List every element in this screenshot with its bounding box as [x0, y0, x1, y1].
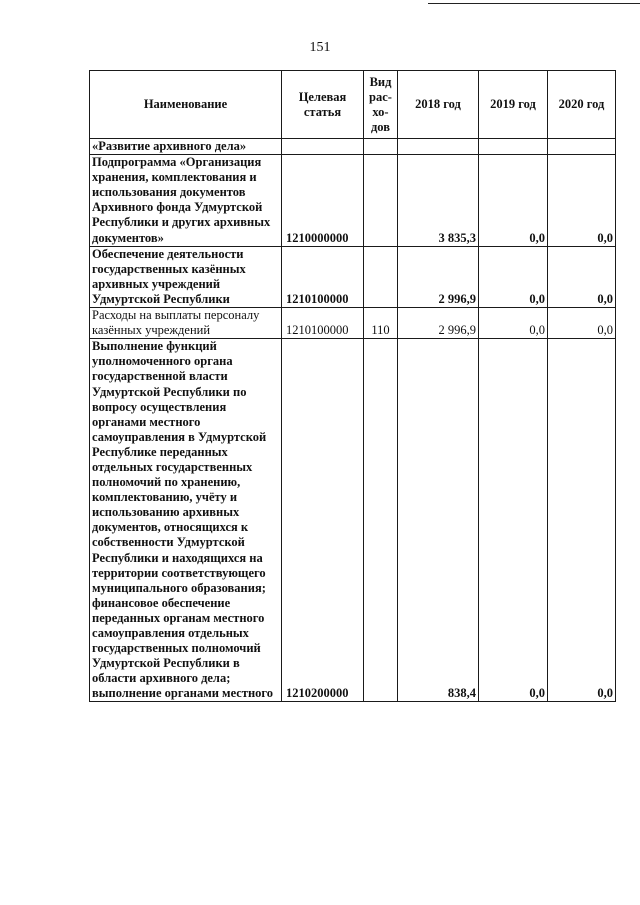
header-type: Вид рас-хо-дов — [364, 71, 398, 139]
row-2018 — [398, 139, 479, 155]
row-2018: 3 835,3 — [398, 155, 479, 247]
top-rule — [428, 3, 640, 4]
row-code — [282, 139, 364, 155]
row-2020: 0,0 — [548, 155, 616, 247]
row-2020: 0,0 — [548, 246, 616, 307]
row-code: 1210000000 — [282, 155, 364, 247]
row-2019: 0,0 — [479, 155, 548, 247]
row-2018: 838,4 — [398, 339, 479, 702]
row-2020: 0,0 — [548, 339, 616, 702]
row-type — [364, 339, 398, 702]
row-2019 — [479, 139, 548, 155]
table-row — [90, 139, 616, 155]
header-name: Наименование — [90, 71, 282, 139]
header-2020: 2020 год — [548, 71, 616, 139]
row-name: Выполнение функций уполномоченного органа государственной власти Удмуртской Республики по вопросу осуществления органами местного самоуправления в Удмуртской Республике переданных отдельных государственных полномочий по хранению, комплектованию, учёту и использованию архивных документов, относящихся к собственности Удмуртской Республики и находящихся на территории соответствующего муниципального образования; финансовое обеспечение переданных органам местного самоуправления отдельных государственных полномочий Удмуртской Республики в области архивного дела; выполнение органами местного — [90, 339, 282, 702]
row-code: 1210200000 — [282, 339, 364, 702]
table-row — [90, 339, 616, 702]
row-2019: 0,0 — [479, 339, 548, 702]
row-name: Подпрограмма «Организация хранения, комплектования и использования документов Архивного фонда Удмуртской Республики и других архивных документов» — [90, 155, 282, 247]
table-header-row — [90, 71, 616, 139]
row-2020 — [548, 139, 616, 155]
row-2019: 0,0 — [479, 246, 548, 307]
page-number: 151 — [309, 40, 331, 55]
row-type — [364, 155, 398, 247]
header-2019: 2019 год — [479, 71, 548, 139]
row-code: 1210100000 — [282, 246, 364, 307]
row-2018: 2 996,9 — [398, 308, 479, 339]
row-2018: 2 996,9 — [398, 246, 479, 307]
row-code: 1210100000 — [282, 308, 364, 339]
header-code: Целевая статья — [282, 71, 364, 139]
row-2020: 0,0 — [548, 308, 616, 339]
row-name: Обеспечение деятельности государственных казённых архивных учреждений Удмуртской Республики — [90, 246, 282, 307]
header-2018: 2018 год — [398, 71, 479, 139]
row-type — [364, 246, 398, 307]
budget-table — [89, 70, 616, 702]
table-row — [90, 246, 616, 307]
row-2019: 0,0 — [479, 308, 548, 339]
row-name: Расходы на выплаты персоналу казённых учреждений — [90, 308, 282, 339]
row-type: 110 — [364, 308, 398, 339]
row-type — [364, 139, 398, 155]
table-row — [90, 155, 616, 247]
row-name: «Развитие архивного дела» — [90, 139, 282, 155]
table-row — [90, 308, 616, 339]
